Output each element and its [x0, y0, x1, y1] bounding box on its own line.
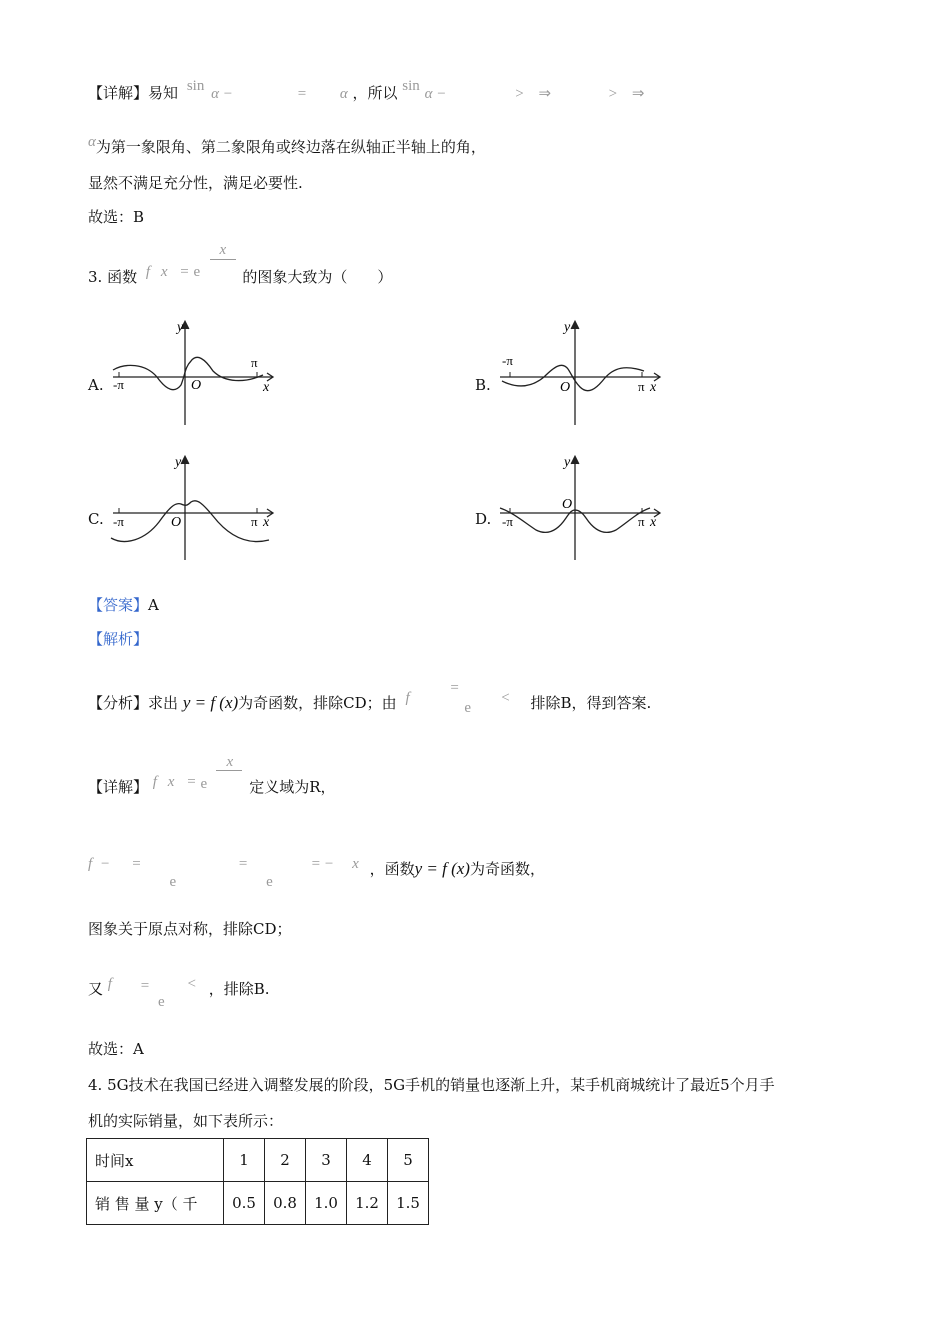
y-axis-arrow [571, 456, 579, 464]
q3-fenxi: 【分析】求出 y = f (x)为奇函数，排除CD；由 f = e < 排除B，得到答案. [88, 680, 652, 716]
table-cell: 2 [265, 1139, 306, 1182]
q3-answer [88, 594, 159, 615]
graph-c [105, 450, 285, 565]
label-y: y [564, 455, 571, 470]
graph-a [105, 315, 285, 430]
detail-q2-choice: 故选：B [88, 208, 145, 226]
label-neg-pi: -π [113, 514, 124, 529]
label-pi: π [638, 514, 645, 529]
curve-c [111, 501, 269, 542]
label-neg-pi: -π [113, 377, 124, 392]
q3-choice: 故选：A [88, 1040, 144, 1058]
label-neg-pi: -π [502, 514, 513, 529]
q3-detail-odd: f − = e = e = − x ，函数y = f (x)为奇函数， [88, 856, 545, 890]
table-cell: 3 [306, 1139, 347, 1182]
graph-d [492, 450, 672, 565]
q3-detail-domain: 【详解】 f x = x e 定义域为R， [88, 754, 336, 796]
label-origin: O [171, 515, 182, 530]
table-cell: 1.2 [347, 1182, 388, 1225]
option-b-label[interactable]: B. [475, 376, 491, 394]
table-cell: 0.8 [265, 1182, 306, 1225]
label-y: y [177, 320, 184, 335]
curve-b [502, 365, 644, 390]
label-x: x [650, 380, 657, 395]
y-axis-arrow [571, 321, 579, 329]
label-x: x [263, 380, 270, 395]
answer-label: 【答案】 [88, 596, 149, 614]
table-cell: 1 [224, 1139, 265, 1182]
answer-value: A [148, 596, 159, 614]
table-cell: 0.5 [224, 1182, 265, 1225]
sales-table [86, 1138, 429, 1225]
q4-line1: 4. 5G技术在我国已经进入调整发展的阶段，5G手机的销量也逐渐上升，某手机商城统计了最近5个月手 [88, 1076, 775, 1094]
label-y: y [564, 320, 571, 335]
table-cell: 1.5 [388, 1182, 429, 1225]
label-origin: O [191, 378, 202, 393]
table-row [87, 1182, 429, 1225]
table-header-cell: 销 售 量 y（ 千 [87, 1182, 224, 1225]
label-origin: O [560, 380, 571, 395]
label-neg-pi: -π [502, 353, 513, 368]
y-axis-arrow [181, 456, 189, 464]
graph-b [492, 315, 672, 430]
q3-symmetry: 图象关于原点对称，排除CD； [88, 920, 292, 938]
option-c-label[interactable]: C. [88, 510, 104, 528]
label-pi: π [638, 379, 645, 394]
option-d-label[interactable]: D. [475, 510, 492, 528]
analysis-label: 【解析】 [88, 630, 149, 648]
table-cell: 4 [347, 1139, 388, 1182]
label-pi: π [251, 355, 258, 370]
label-pi: π [251, 514, 258, 529]
q3-stem: 3. 函数 f x = x e 的图象大致为（ ） [88, 242, 393, 286]
curve-a [113, 357, 263, 389]
table-cell: 5 [388, 1139, 429, 1182]
detail-q2-line2: α为第一象限角、第二象限角或终边落在纵轴正半轴上的角， [88, 134, 486, 156]
q3-fraction: x e [194, 262, 238, 282]
detail-q2-line1: 【详解】易知 sin α − = α ，所以 sin α − > ⇒ > ⇒ [88, 78, 645, 102]
q3-again: 又 f = e < ，排除B. [88, 976, 270, 1010]
q3-number: 3. [88, 268, 103, 286]
detail-q2-line3: 显然不满足充分性，满足必要性. [88, 174, 303, 192]
label-x: x [263, 515, 270, 530]
table-cell: 1.0 [306, 1182, 347, 1225]
label-origin: O [562, 497, 573, 512]
table-row [87, 1139, 429, 1182]
detail-label: 【详解】 [88, 84, 149, 102]
option-a-label[interactable]: A. [88, 376, 104, 394]
q4-line2: 机的实际销量，如下表所示： [88, 1112, 284, 1130]
label-x: x [650, 515, 657, 530]
table-header-cell: 时间x [87, 1139, 224, 1182]
label-y: y [175, 455, 182, 470]
